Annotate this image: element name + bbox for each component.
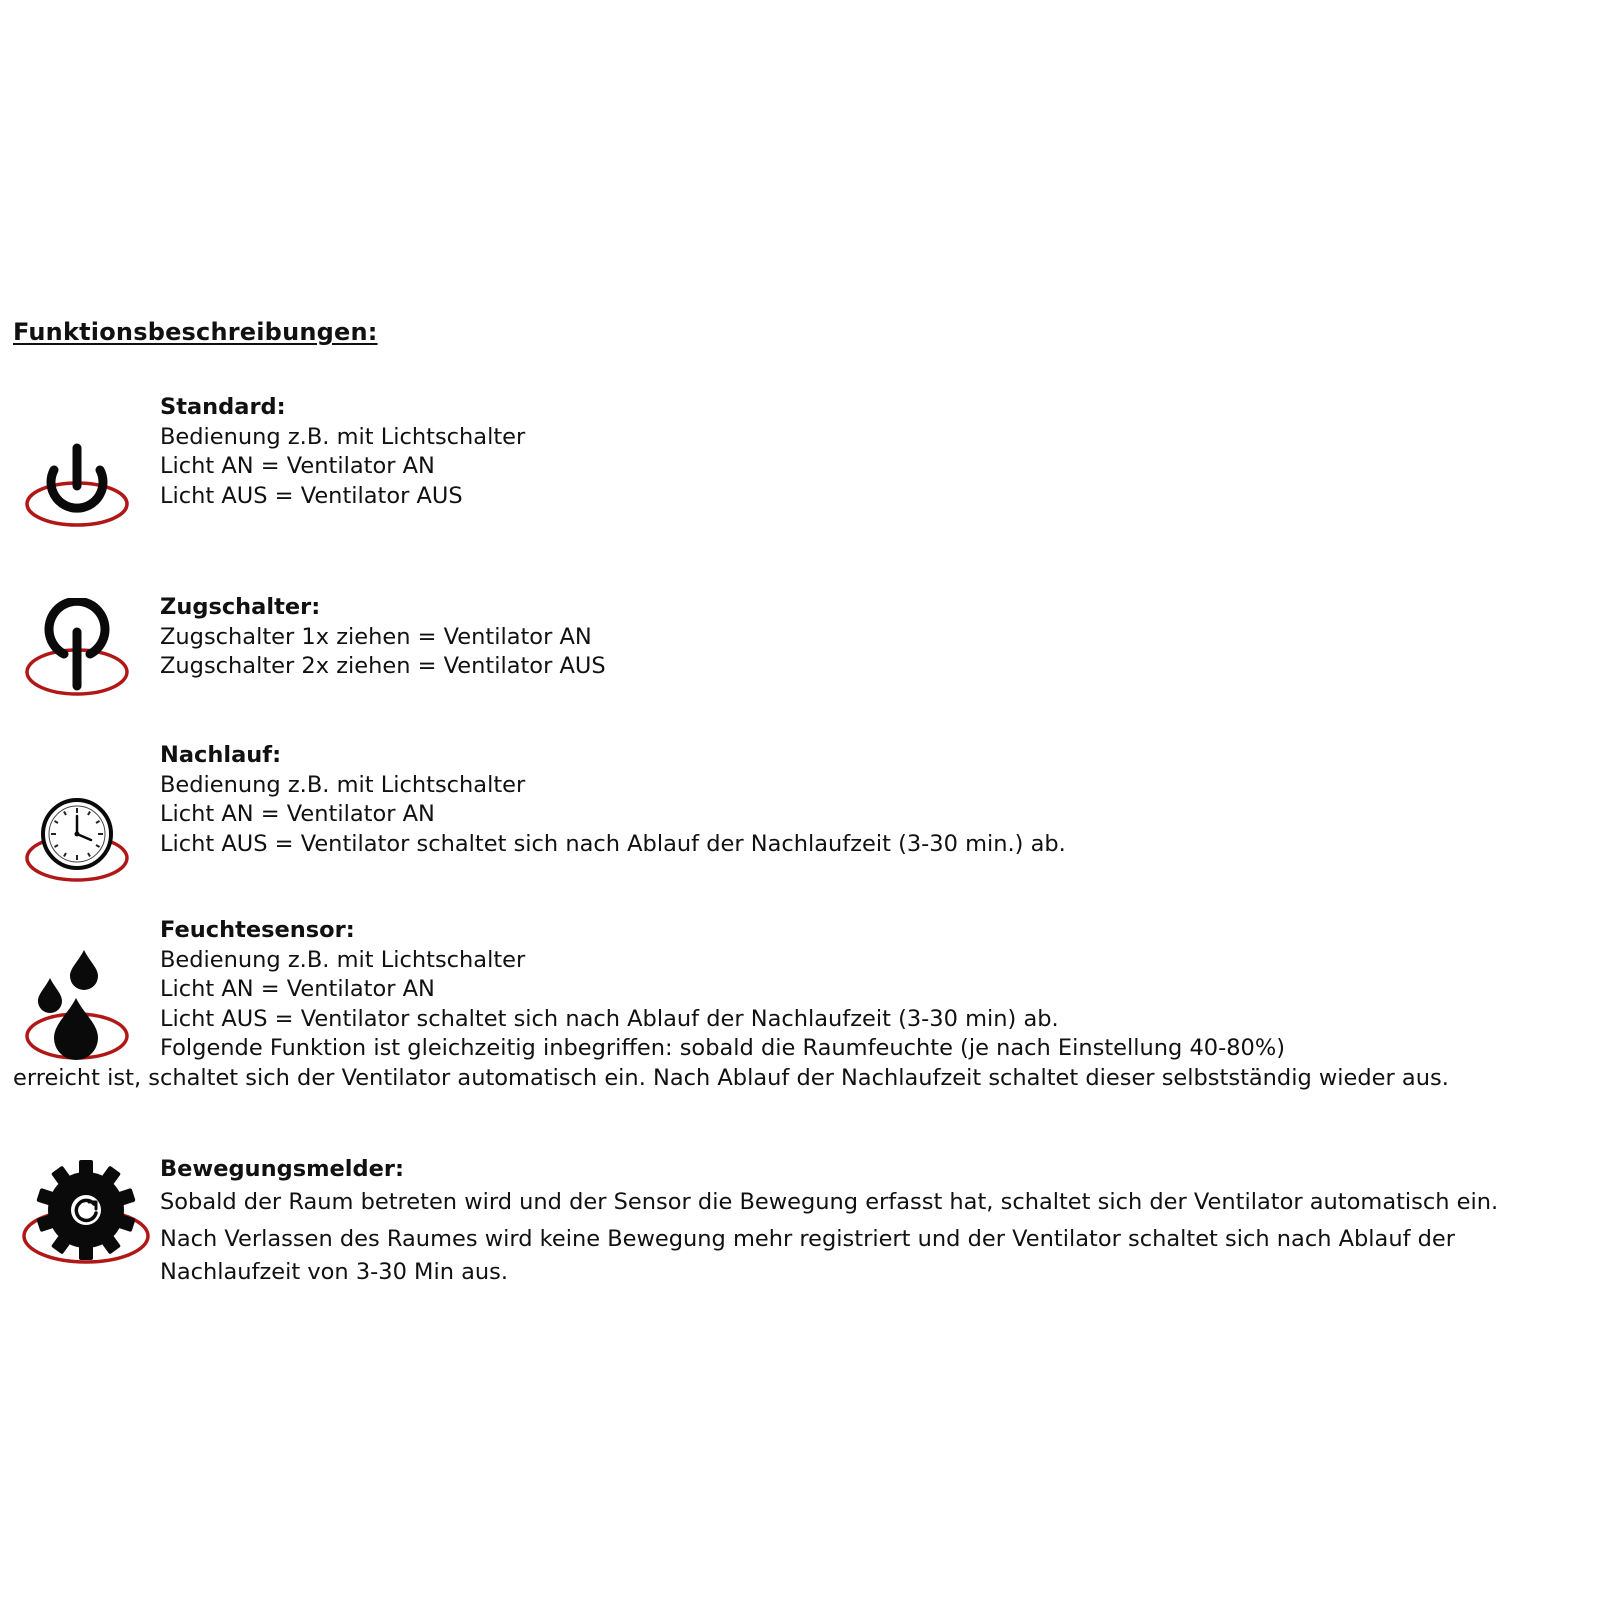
motion-sensor-gear-icon — [20, 1160, 152, 1276]
section-line: Licht AN = Ventilator AN — [160, 801, 435, 827]
section-title: Nachlauf: — [160, 742, 282, 768]
section-line: Nach Verlassen des Raumes wird keine Bewegung mehr registriert und der Ventilator schaltet sich nach Ablauf der — [160, 1226, 1456, 1252]
power-icon — [24, 440, 130, 534]
section-line: Bedienung z.B. mit Lichtschalter — [160, 946, 526, 973]
section-line: Zugschalter 2x ziehen = Ventilator AUS — [160, 653, 606, 679]
section-feuchtesensor — [160, 916, 1285, 1064]
section-line: Licht AN = Ventilator AN — [160, 453, 435, 479]
section-line: Sobald der Raum betreten wird und der Sensor die Bewegung erfasst hat, schaltet sich der Ventilator automatisch ein. — [160, 1189, 1499, 1215]
section-line: Licht AUS = Ventilator schaltet sich nach Ablauf der Nachlaufzeit (3-30 min) ab. — [160, 1005, 1059, 1032]
clock-icon — [24, 796, 130, 890]
pull-switch-icon — [24, 598, 130, 704]
section-continuation: erreicht ist, schaltet sich der Ventilator automatisch ein. Nach Ablauf der Nachlaufzeit schaltet dieser selbstständig wieder aus. — [13, 1065, 1449, 1091]
section-standard — [160, 393, 525, 511]
section-title: Bewegungsmelder: — [160, 1156, 404, 1182]
page-heading: Funktionsbeschreibungen: — [13, 318, 378, 346]
section-line: Zugschalter 1x ziehen = Ventilator AN — [160, 623, 592, 650]
section-line: Nachlaufzeit von 3-30 Min aus. — [160, 1259, 509, 1285]
section-line: Licht AUS = Ventilator schaltet sich nach Ablauf der Nachlaufzeit (3-30 min.) ab. — [160, 830, 1066, 857]
section-zugschalter — [160, 593, 606, 682]
section-title: Standard: — [160, 394, 286, 420]
section-line: Licht AN = Ventilator AN — [160, 976, 435, 1002]
section-title: Feuchtesensor: — [160, 917, 355, 943]
humidity-drops-icon — [24, 948, 130, 1066]
section-nachlauf — [160, 741, 1066, 859]
section-line: Folgende Funktion ist gleichzeitig inbegriffen: sobald die Raumfeuchte (je nach Einstellung 40-80%) — [160, 1035, 1286, 1061]
section-line: Licht AUS = Ventilator AUS — [160, 482, 463, 509]
section-title: Zugschalter: — [160, 594, 321, 620]
section-line: Bedienung z.B. mit Lichtschalter — [160, 771, 526, 798]
section-bewegungsmelder — [160, 1153, 1498, 1289]
section-line: Bedienung z.B. mit Lichtschalter — [160, 423, 526, 450]
